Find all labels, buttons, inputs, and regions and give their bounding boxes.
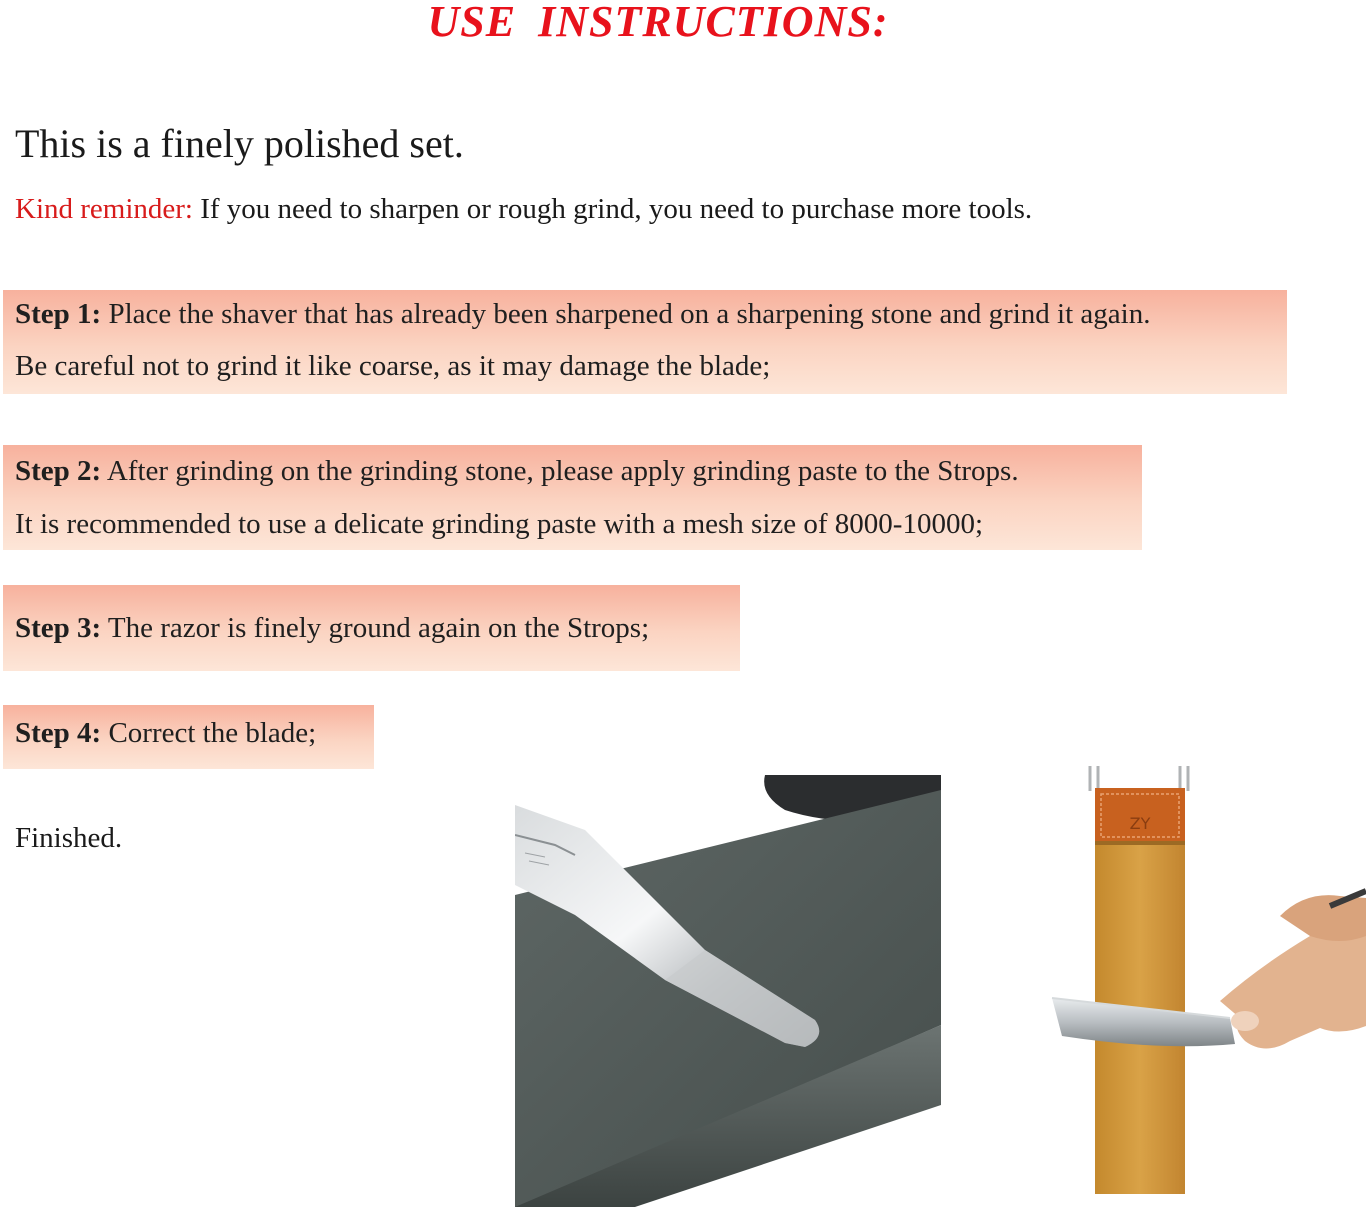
razor-on-stone-photo <box>515 775 941 1207</box>
reminder-label: Kind reminder: <box>15 193 193 225</box>
step-4-box <box>3 705 374 769</box>
step-2-label: Step 2: <box>15 455 102 487</box>
reminder-text: If you need to sharpen or rough grind, you need to purchase more tools. <box>192 193 1033 225</box>
page-title: USE INSTRUCTIONS: <box>427 0 889 46</box>
step-4-line-1 <box>15 717 316 750</box>
step-1-line-2: Be careful not to grind it like coarse, as it may damage the blade; <box>15 350 771 382</box>
step-2-text: After grinding on the grinding stone, please apply grinding paste to the Strops. <box>101 455 1019 487</box>
step-2-line-1 <box>15 455 1019 488</box>
step-3-text: The razor is finely ground again on the Strops; <box>101 612 650 644</box>
step-2-line-2: It is recommended to use a delicate grinding paste with a mesh size of 8000-10000; <box>15 508 984 540</box>
step-1-text: Place the shaver that has already been sharpened on a sharpening stone and grind it again. <box>101 298 1151 330</box>
step-3-box <box>3 585 740 671</box>
step-1-label: Step 1: <box>15 298 102 330</box>
finished-text: Finished. <box>15 822 123 854</box>
step-2-box <box>3 445 1142 550</box>
razor-on-strop-photo <box>1040 766 1366 1194</box>
intro-text: This is a finely polished set. <box>15 121 464 166</box>
step-4-label: Step 4: <box>15 717 102 749</box>
kind-reminder <box>15 192 1032 226</box>
logo-text: ZY <box>1129 814 1151 833</box>
step-3-label: Step 3: <box>15 612 102 644</box>
step-4-text: Correct the blade; <box>101 717 317 749</box>
step-3-line-1 <box>15 612 649 645</box>
step-1-box <box>3 290 1287 394</box>
step-1-line-1 <box>15 298 1150 331</box>
